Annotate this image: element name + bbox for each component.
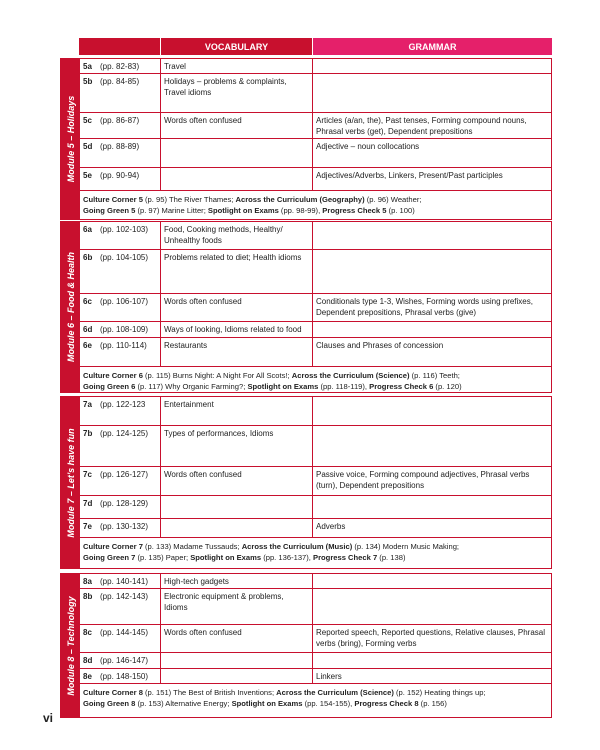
lesson-cell xyxy=(80,625,161,652)
module-section xyxy=(60,573,552,718)
lesson-pages: (pp. 122-123 xyxy=(100,400,146,409)
lesson-cell xyxy=(80,168,161,190)
lesson-code: 8a xyxy=(83,577,92,586)
module-title: Module 7 – Let’s have fun xyxy=(65,427,76,538)
table-row xyxy=(80,653,551,669)
lesson-code: 6e xyxy=(83,341,92,350)
lesson-pages: (pp. 106-107) xyxy=(100,297,149,306)
grammar-cell xyxy=(313,589,551,624)
module-side-bar xyxy=(61,59,80,219)
lesson-cell xyxy=(80,496,161,518)
vocabulary-cell: Ways of looking, Idioms related to food xyxy=(161,322,313,337)
lesson-cell xyxy=(80,519,161,537)
module-title: Module 5 – Holidays xyxy=(65,95,76,183)
footer-section-detail: (pp. 98-99), xyxy=(278,206,323,215)
lesson-pages: (pp. 126-127) xyxy=(100,470,149,479)
table-row xyxy=(80,139,551,168)
footer-section-detail: (p. 116) Teeth; xyxy=(409,371,460,380)
footer-section-detail: (p. 156) xyxy=(418,699,447,708)
vocabulary-cell xyxy=(161,653,313,668)
lesson-code: 6a xyxy=(83,225,92,234)
lesson-pages: (pp. 140-141) xyxy=(100,577,149,586)
table-row xyxy=(80,519,551,538)
table-row xyxy=(80,589,551,625)
footer-section-name: Going Green 8 xyxy=(83,699,136,708)
header-blank-cell xyxy=(79,38,161,55)
lesson-pages: (pp. 148-150) xyxy=(100,672,149,681)
lesson-code: 5e xyxy=(83,171,92,180)
grammar-cell xyxy=(313,426,551,466)
table-row xyxy=(80,294,551,322)
footer-section-detail: (p. 115) Burns Night: A Night For All Scots!; xyxy=(142,371,292,380)
table-row xyxy=(80,669,551,684)
header-vocabulary: VOCABULARY xyxy=(161,38,313,55)
grammar-cell xyxy=(313,74,551,112)
lesson-code: 5b xyxy=(83,77,93,86)
table-row xyxy=(80,59,551,74)
table-header xyxy=(79,38,552,55)
footer-section-name: Across the Curriculum (Music) xyxy=(241,542,353,551)
module-section xyxy=(60,58,552,220)
grammar-cell: Adjective – noun collocations xyxy=(316,142,420,151)
footer-section-name: Spotlight on Exams xyxy=(207,206,279,215)
table-row xyxy=(80,322,551,338)
lesson-code: 8c xyxy=(83,628,92,637)
vocabulary-cell: Types of performances, Idioms xyxy=(161,426,313,466)
lesson-pages: (pp. 110-114) xyxy=(100,341,147,350)
lesson-pages: (pp. 88-89) xyxy=(100,142,140,151)
lesson-code: 7b xyxy=(83,429,93,438)
header-grammar: GRAMMAR xyxy=(313,38,552,55)
footer-section-name: Culture Corner 6 xyxy=(83,371,143,380)
vocabulary-cell: Restaurants xyxy=(161,338,313,366)
table-row xyxy=(80,74,551,113)
footer-section-detail: (p. 96) Weather; xyxy=(364,195,422,204)
footer-section-name: Going Green 5 xyxy=(83,206,136,215)
table-row xyxy=(80,397,551,426)
footer-section-detail: (p. 151) The Best of British Inventions; xyxy=(142,688,277,697)
vocabulary-cell xyxy=(161,496,313,518)
vocabulary-cell: Problems related to diet; Health idioms xyxy=(161,250,313,293)
lesson-pages: (pp. 104-105) xyxy=(100,253,149,262)
grammar-cell xyxy=(313,59,551,73)
lesson-pages: (pp. 142-143) xyxy=(100,592,149,601)
table-row xyxy=(80,250,551,294)
lesson-cell xyxy=(80,322,161,337)
lesson-cell xyxy=(80,669,161,683)
footer-section-name: Spotlight on Exams xyxy=(190,553,262,562)
lesson-cell xyxy=(80,467,161,495)
vocabulary-cell: Holidays – problems & complaints, Travel idioms xyxy=(161,74,313,112)
lesson-cell xyxy=(80,250,161,293)
table-row xyxy=(80,338,551,367)
lesson-code: 7d xyxy=(83,499,93,508)
lesson-code: 5d xyxy=(83,142,93,151)
lesson-cell xyxy=(80,222,161,249)
vocabulary-cell: Words often confused xyxy=(161,467,313,495)
vocabulary-cell: High-tech gadgets xyxy=(161,574,313,588)
footer-section-name: Culture Corner 5 xyxy=(83,195,143,204)
vocabulary-cell: Travel xyxy=(161,59,313,73)
lesson-cell xyxy=(80,426,161,466)
vocabulary-cell: Food, Cooking methods, Healthy/ Unhealthy foods xyxy=(161,222,313,249)
grammar-cell: Passive voice, Forming compound adjectives, Phrasal verbs (turn), Dependent prepositions xyxy=(316,470,530,490)
module-section xyxy=(60,221,552,393)
grammar-cell xyxy=(313,322,551,337)
lesson-cell xyxy=(80,74,161,112)
lesson-cell xyxy=(80,397,161,425)
grammar-cell xyxy=(313,574,551,588)
lesson-pages: (pp. 144-145) xyxy=(100,628,149,637)
footer-section-name: Spotlight on Exams xyxy=(231,699,303,708)
lesson-cell xyxy=(80,59,161,73)
module-footer xyxy=(80,538,551,568)
footer-section-name: Across the Curriculum (Science) xyxy=(291,371,410,380)
footer-section-detail: (p. 134) Modern Music Making; xyxy=(352,542,460,551)
footer-section-name: Going Green 6 xyxy=(83,382,136,391)
footer-section-detail: (p. 153) Alternative Energy; xyxy=(135,699,232,708)
grammar-cell: Conditionals type 1-3, Wishes, Forming words using prefixes, Dependent prepositions, Phrasal verbs (give) xyxy=(316,297,533,317)
grammar-cell: Adverbs xyxy=(316,522,346,531)
lesson-pages: (pp. 90-94) xyxy=(100,171,140,180)
vocabulary-cell: Electronic equipment & problems, Idioms xyxy=(161,589,313,624)
lesson-cell xyxy=(80,294,161,321)
table-row xyxy=(80,168,551,191)
footer-section-name: Across the Curriculum (Science) xyxy=(276,688,394,697)
footer-section-name: Progress Check 7 xyxy=(313,553,378,562)
module-footer xyxy=(80,191,551,219)
table-row xyxy=(80,113,551,139)
lesson-code: 8d xyxy=(83,656,93,665)
grammar-cell xyxy=(313,397,551,425)
table-row xyxy=(80,467,551,496)
module-title: Module 8 – Technology xyxy=(65,595,76,696)
lesson-pages: (pp. 130-132) xyxy=(100,522,149,531)
footer-section-name: Spotlight on Exams xyxy=(247,382,319,391)
footer-section-name: Progress Check 8 xyxy=(354,699,419,708)
lesson-pages: (pp. 124-125) xyxy=(100,429,149,438)
footer-section-detail: (p. 120) xyxy=(433,382,462,391)
footer-section-detail: (p. 138) xyxy=(377,553,406,562)
footer-section-name: Across the Curriculum (Geography) xyxy=(235,195,365,204)
grammar-cell: Reported speech, Reported questions, Relative clauses, Phrasal verbs (bring), Forming verbs xyxy=(316,628,546,648)
footer-section-name: Progress Check 5 xyxy=(322,206,387,215)
table-row xyxy=(80,426,551,467)
grammar-cell xyxy=(313,250,551,293)
module-title: Module 6 – Food & Health xyxy=(65,251,76,363)
lesson-cell xyxy=(80,113,161,138)
table-row xyxy=(80,496,551,519)
page-number: vi xyxy=(43,711,54,725)
footer-section-detail: (p. 97) Marine Litter; xyxy=(135,206,208,215)
module-section xyxy=(60,396,552,569)
grammar-cell: Adjectives/Adverbs, Linkers, Present/Past participles xyxy=(316,171,503,180)
vocabulary-cell xyxy=(161,669,313,683)
table-row xyxy=(80,574,551,589)
footer-section-detail: (p. 117) Why Organic Farming?; xyxy=(135,382,248,391)
footer-section-detail: (p. 100) xyxy=(386,206,415,215)
lesson-code: 5c xyxy=(83,116,92,125)
lesson-code: 8b xyxy=(83,592,93,601)
grammar-cell xyxy=(313,496,551,518)
lesson-pages: (pp. 108-109) xyxy=(100,325,149,334)
lesson-pages: (pp. 84-85) xyxy=(100,77,140,86)
lesson-cell xyxy=(80,574,161,588)
lesson-pages: (pp. 146-147) xyxy=(100,656,149,665)
vocabulary-cell: Words often confused xyxy=(161,625,313,652)
lesson-code: 7a xyxy=(83,400,92,409)
vocabulary-cell xyxy=(161,139,313,167)
lesson-pages: (pp. 128-129) xyxy=(100,499,149,508)
module-footer xyxy=(80,367,551,392)
grammar-cell xyxy=(313,222,551,249)
lesson-code: 6b xyxy=(83,253,93,262)
lesson-code: 8e xyxy=(83,672,92,681)
lesson-cell xyxy=(80,589,161,624)
grammar-cell: Clauses and Phrases of concession xyxy=(316,341,444,350)
module-side-bar xyxy=(61,574,80,717)
table-row xyxy=(80,625,551,653)
lesson-code: 6c xyxy=(83,297,92,306)
footer-section-detail: (pp. 154-155), xyxy=(302,699,355,708)
lesson-code: 5a xyxy=(83,62,92,71)
lesson-code: 6d xyxy=(83,325,93,334)
grammar-cell: Articles (a/an, the), Past tenses, Forming compound nouns, Phrasal verbs (get), Dependent prepositions xyxy=(316,116,527,136)
footer-section-detail: (p. 133) Madame Tussauds; xyxy=(142,542,242,551)
footer-section-name: Culture Corner 7 xyxy=(83,542,143,551)
grammar-cell xyxy=(313,653,551,668)
module-footer xyxy=(80,684,551,717)
vocabulary-cell: Entertainment xyxy=(161,397,313,425)
footer-section-name: Culture Corner 8 xyxy=(83,688,143,697)
module-side-bar xyxy=(61,222,80,392)
footer-section-detail: (pp. 118-119), xyxy=(318,382,370,391)
footer-section-detail: (pp. 136-137), xyxy=(261,553,314,562)
lesson-pages: (pp. 102-103) xyxy=(100,225,149,234)
vocabulary-cell: Words often confused xyxy=(161,113,313,138)
lesson-pages: (pp. 82-83) xyxy=(100,62,140,71)
footer-section-name: Going Green 7 xyxy=(83,553,136,562)
vocabulary-cell: Words often confused xyxy=(161,294,313,321)
lesson-pages: (pp. 86-87) xyxy=(100,116,140,125)
lesson-code: 7e xyxy=(83,522,92,531)
footer-section-name: Progress Check 6 xyxy=(369,382,434,391)
module-side-bar xyxy=(61,397,80,568)
footer-section-detail: (p. 152) Heating things up; xyxy=(393,688,486,697)
lesson-cell xyxy=(80,653,161,668)
lesson-cell xyxy=(80,338,161,366)
vocabulary-cell xyxy=(161,519,313,537)
table-row xyxy=(80,222,551,250)
lesson-cell xyxy=(80,139,161,167)
lesson-code: 7c xyxy=(83,470,92,479)
vocabulary-cell xyxy=(161,168,313,190)
footer-section-detail: (p. 135) Paper; xyxy=(135,553,191,562)
footer-section-detail: (p. 95) The River Thames; xyxy=(142,195,236,204)
grammar-cell: Linkers xyxy=(316,672,342,681)
